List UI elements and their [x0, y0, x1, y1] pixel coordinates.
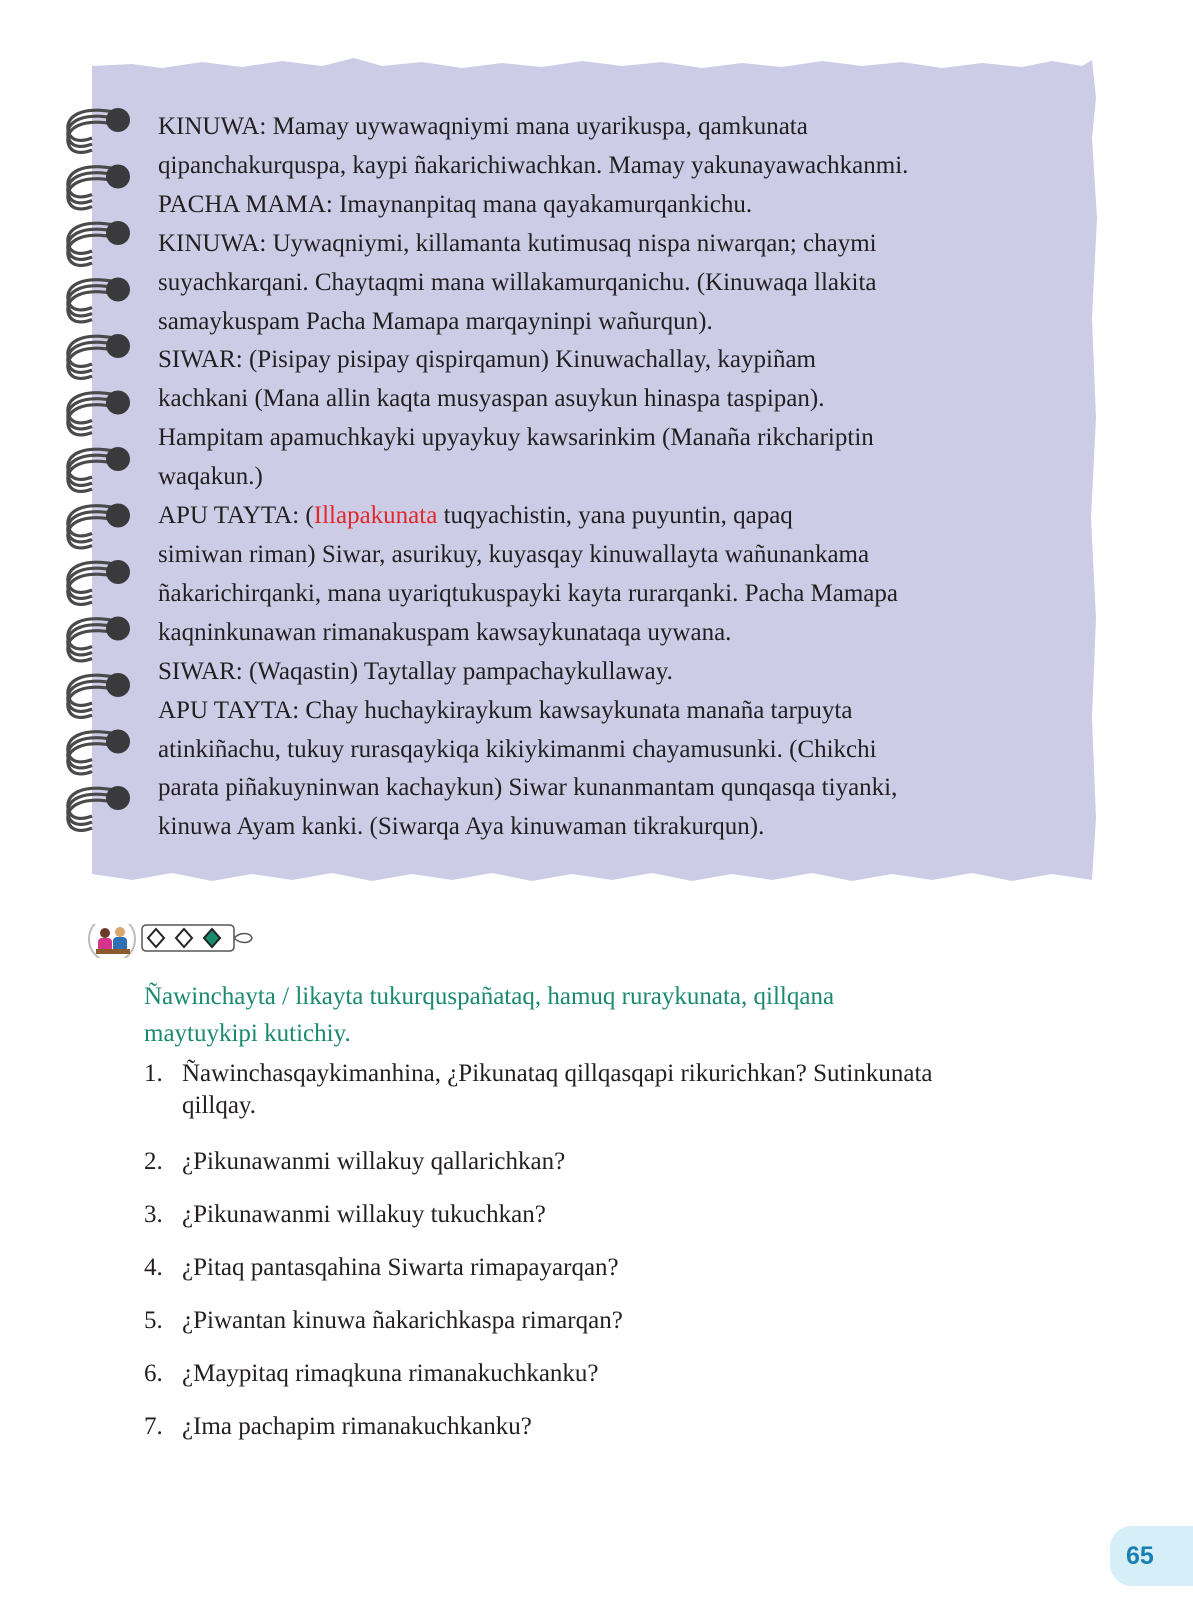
activity-header — [88, 924, 258, 958]
dialogue-line — [158, 147, 1088, 186]
difficulty-indicator — [142, 925, 252, 951]
question-item — [144, 1201, 546, 1229]
question-text: Ñawinchasqaykimanhina, ¿Pikunataq qillqasqapi rikurichkan? Sutinkunata — [182, 1060, 933, 1087]
dialogue-segment: KINUWA: Mamay uywawaqniymi mana uyarikuspa, qamkunata — [158, 113, 808, 140]
question-text: ¿Pikunawanmi willakuy qallarichkan? — [182, 1148, 566, 1175]
question-text: ¿Pikunawanmi willakuy tukuchkan? — [182, 1201, 546, 1228]
question-item — [144, 1148, 565, 1176]
dialogue-line — [158, 731, 1088, 770]
question-number: 6. — [144, 1360, 163, 1387]
dialogue-line — [158, 419, 1088, 458]
dialogue-segment: waqakun.) — [158, 463, 263, 491]
dialogue-segment: APU TAYTA: ( — [158, 502, 314, 530]
dialogue-segment: KINUWA: Uywaqniymi, killamanta kutimusaq nispa niwarqan; chaymi — [158, 229, 877, 257]
question-number: 5. — [144, 1307, 163, 1334]
dialogue-segment: SIWAR: (Pisipay pisipay qispirqamun) Kinuwachallay, kaypiñam — [158, 346, 816, 374]
spiral-ring — [68, 730, 130, 774]
dialogue-segment: tuqyachistin, yana puyuntin, qapaq — [437, 502, 793, 530]
spiral-ring — [68, 334, 130, 378]
question-item — [144, 1360, 599, 1388]
dialogue-segment: APU TAYTA: Chay huchaykiraykum kawsaykunata manaña tarpuyta — [158, 696, 853, 724]
dialogue-line — [158, 380, 1088, 419]
spiral-ring — [68, 786, 130, 830]
question-number: 7. — [144, 1413, 163, 1440]
spiral-ring — [68, 391, 130, 435]
dialogue-segment: samaykuspam Pacha Mamapa marqayninpi wañurqun). — [158, 307, 713, 335]
spiral-binding-icon — [62, 104, 142, 864]
dialogue-segment: suyachkarqani. Chaytaqmi mana willakamurqanichu. (Kinuwaqa llakita — [158, 268, 877, 296]
spiral-ring — [68, 108, 130, 152]
dialogue-line — [158, 575, 1088, 614]
two-children-studying-icon — [89, 924, 135, 958]
dialogue-line — [158, 614, 1088, 653]
question-number: 4. — [144, 1254, 163, 1281]
highlighted-word: Illapakunata — [313, 502, 438, 530]
dialogue-line — [158, 536, 1088, 575]
dialogue-line — [158, 108, 1088, 147]
instruction-line: maytuykipi kutichiy. — [144, 1020, 351, 1047]
dialogue-line — [158, 692, 1088, 731]
dialogue-line — [158, 497, 1088, 536]
question-text: ¿Pitaq pantasqahina Siwarta rimapayarqan? — [182, 1254, 619, 1281]
question-text: ¿Piwantan kinuwa ñakarichkaspa rimarqan? — [182, 1307, 623, 1334]
dialogue-segment: kaqninkunawan rimanakuspam kawsaykunataqa uywana. — [158, 618, 732, 646]
question-item — [144, 1060, 933, 1120]
question-text-continued: qillqay. — [182, 1092, 257, 1119]
dialogue-segment: Hampitam apamuchkayki upyaykuy kawsarinkim (Manaña rikchariptin — [158, 424, 874, 452]
question-number: 2. — [144, 1148, 163, 1175]
question-text: ¿Maypitaq rimaqkuna rimanakuchkanku? — [182, 1360, 599, 1387]
activity-instruction — [144, 978, 1104, 1052]
dialogue-line — [158, 264, 1088, 303]
dialogue-segment: simiwan riman) Siwar, asurikuy, kuyasqay kinuwallayta wañunankama — [158, 540, 870, 568]
dialogue-line — [158, 769, 1088, 808]
spiral-ring — [68, 165, 130, 209]
instruction-line: Ñawinchayta / likayta tukurquspañataq, hamuq ruraykunata, qillqana — [144, 983, 835, 1010]
spiral-ring — [68, 673, 130, 717]
question-item — [144, 1413, 532, 1441]
spiral-ring — [68, 447, 130, 491]
dialogue-line — [158, 225, 1088, 264]
question-item — [144, 1307, 623, 1335]
dialogue-segment: atinkiñachu, tukuy rurasqaykiqa kikiykimanmi chayamusunki. (Chikchi — [158, 735, 877, 763]
dialogue-line — [158, 458, 1088, 497]
dialogue-line — [158, 303, 1088, 342]
dialogue-segment: ñakarichirqanki, mana uyariqtukuspayki kayta rurarqanki. Pacha Mamapa — [158, 579, 899, 607]
dialogue-segment: PACHA MAMA: Imaynanpitaq mana qayakamurqankichu. — [158, 190, 753, 218]
question-text: ¿Ima pachapim rimanakuchkanku? — [182, 1413, 532, 1440]
dialogue-segment: SIWAR: (Waqastin) Taytallay pampachaykullaway. — [158, 657, 673, 685]
question-number: 3. — [144, 1201, 163, 1228]
spiral-ring — [68, 278, 130, 322]
dialogue-segment: qipanchakurquspa, kaypi ñakarichiwachkan. Mamay yakunayawachkanmi. — [158, 151, 909, 179]
question-item — [144, 1254, 619, 1282]
dialogue-segment: parata piñakuyninwan kachaykun) Siwar kunanmantam qunqasqa tiyanki, — [158, 774, 898, 802]
dialogue-line — [158, 186, 1088, 225]
question-number: 1. — [144, 1060, 163, 1087]
dialogue-text — [158, 108, 1088, 847]
dialogue-line — [158, 341, 1088, 380]
dialogue-segment: kachkani (Mana allin kaqta musyaspan asuykun hinaspa taspipan). — [158, 385, 825, 413]
spiral-ring — [68, 617, 130, 661]
spiral-ring — [68, 560, 130, 604]
spiral-ring — [68, 221, 130, 265]
dialogue-line — [158, 653, 1088, 692]
dialogue-segment: kinuwa Ayam kanki. (Siwarqa Aya kinuwaman tikrakurqun). — [158, 813, 765, 841]
page-number: 65 — [1110, 1526, 1193, 1586]
spiral-ring — [68, 504, 130, 548]
dialogue-line — [158, 808, 1088, 847]
